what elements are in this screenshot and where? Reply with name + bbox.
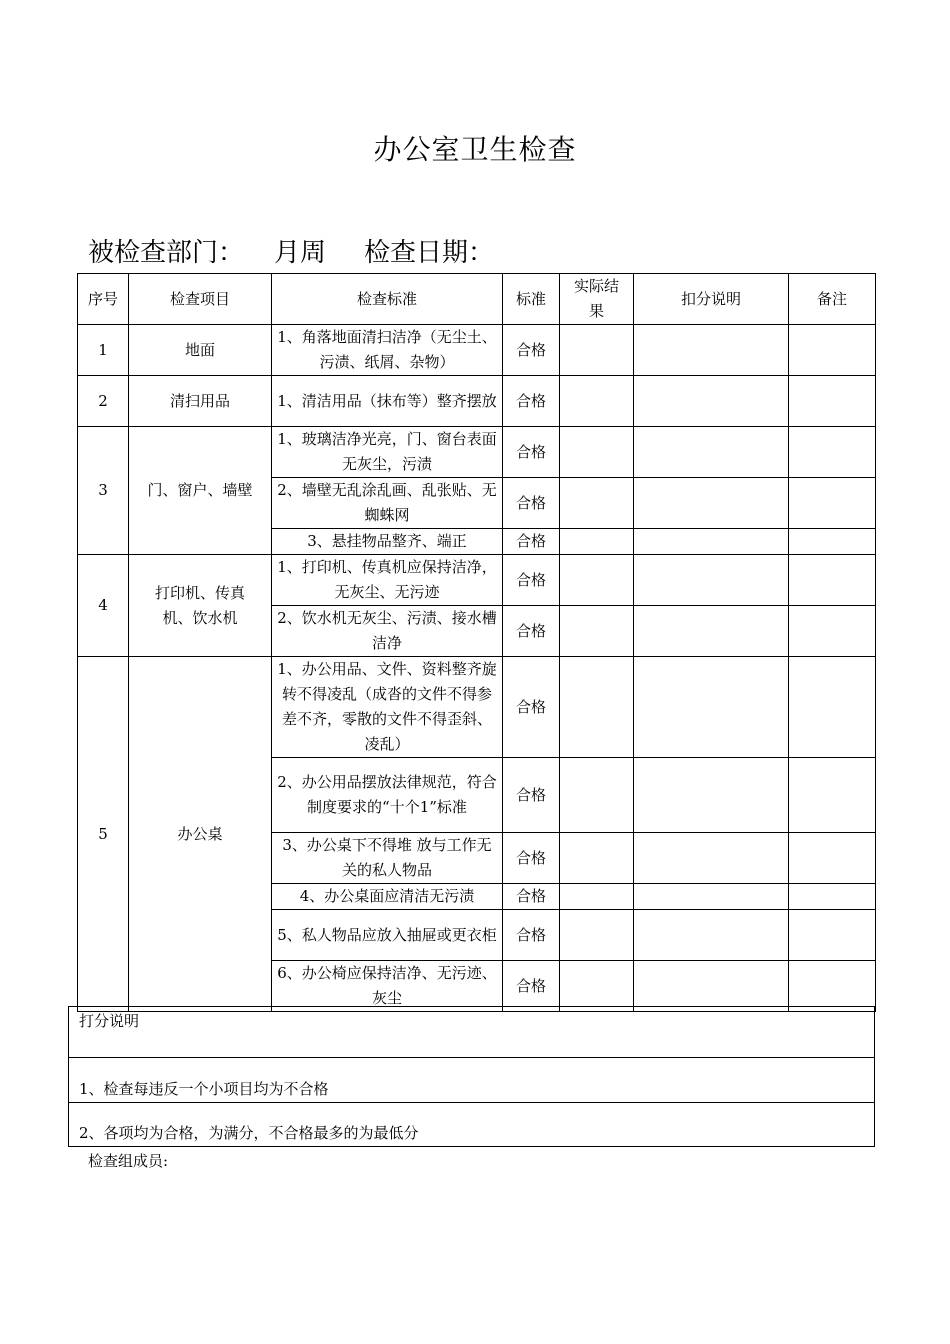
standard-text: 6、办公椅应保持洁净、无污迹、灰尘	[272, 961, 503, 1012]
standard-text: 1、打印机、传真机应保持洁净，无灰尘、无污迹	[272, 555, 503, 606]
standard-result: 合格	[503, 555, 560, 606]
deduction-cell[interactable]	[634, 657, 789, 758]
actual-result-cell[interactable]	[560, 833, 634, 884]
remark-cell[interactable]	[789, 427, 876, 478]
standard-text: 4、办公桌面应清洁无污渍	[272, 884, 503, 910]
scoring-notes-table	[68, 1006, 875, 1147]
table-row	[78, 427, 876, 478]
standard-result: 合格	[503, 325, 560, 376]
actual-result-cell[interactable]	[560, 325, 634, 376]
remark-cell[interactable]	[789, 833, 876, 884]
table-header-row	[78, 274, 876, 325]
remark-cell[interactable]	[789, 884, 876, 910]
inspection-members-label: 检查组成员:	[88, 1152, 169, 1170]
standard-text: 3、办公桌下不得堆 放与工作无关的私人物品	[272, 833, 503, 884]
column-header: 检查项目	[129, 274, 272, 325]
deduction-cell[interactable]	[634, 961, 789, 1012]
deduction-cell[interactable]	[634, 325, 789, 376]
column-header: 实际结果	[560, 274, 634, 325]
item-name: 办公桌	[129, 657, 272, 1012]
deduction-cell[interactable]	[634, 758, 789, 833]
deduction-cell[interactable]	[634, 910, 789, 961]
standard-text: 2、墙壁无乱涂乱画、乱张贴、无蜘蛛网	[272, 478, 503, 529]
column-header: 检查标准	[272, 274, 503, 325]
notes-line: 1、检查每违反一个小项目均为不合格	[69, 1058, 875, 1103]
standard-text: 2、饮水机无灰尘、污渍、接水槽洁净	[272, 606, 503, 657]
standard-result: 合格	[503, 478, 560, 529]
week-label: 月周	[274, 238, 327, 268]
deduction-cell[interactable]	[634, 529, 789, 555]
standard-result: 合格	[503, 529, 560, 555]
remark-cell[interactable]	[789, 758, 876, 833]
standard-result: 合格	[503, 833, 560, 884]
actual-result-cell[interactable]	[560, 910, 634, 961]
item-number: 2	[78, 376, 129, 427]
page-title: 办公室卫生检查	[373, 133, 577, 166]
remark-cell[interactable]	[789, 555, 876, 606]
column-header: 备注	[789, 274, 876, 325]
item-name: 地面	[129, 325, 272, 376]
actual-result-cell[interactable]	[560, 606, 634, 657]
column-header: 扣分说明	[634, 274, 789, 325]
standard-result: 合格	[503, 427, 560, 478]
deduction-cell[interactable]	[634, 884, 789, 910]
standard-result: 合格	[503, 376, 560, 427]
header-line	[88, 232, 494, 269]
inspection-table	[77, 273, 876, 1012]
actual-result-cell[interactable]	[560, 961, 634, 1012]
remark-cell[interactable]	[789, 478, 876, 529]
department-label: 被检查部门：	[88, 238, 245, 268]
deduction-cell[interactable]	[634, 478, 789, 529]
standard-text: 5、私人物品应放入抽屉或更衣柜	[272, 910, 503, 961]
actual-result-cell[interactable]	[560, 657, 634, 758]
standard-text: 1、办公用品、文件、资料整齐旋转不得凌乱（成沓的文件不得参差不齐，零散的文件不得歪斜、凌乱）	[272, 657, 503, 758]
standard-result: 合格	[503, 961, 560, 1012]
deduction-cell[interactable]	[634, 833, 789, 884]
item-name: 打印机、传真机、饮水机	[129, 555, 272, 657]
standard-result: 合格	[503, 910, 560, 961]
deduction-cell[interactable]	[634, 427, 789, 478]
actual-result-cell[interactable]	[560, 529, 634, 555]
actual-result-cell[interactable]	[560, 884, 634, 910]
table-row	[78, 325, 876, 376]
remark-cell[interactable]	[789, 657, 876, 758]
standard-result: 合格	[503, 758, 560, 833]
standard-result: 合格	[503, 606, 560, 657]
column-header: 序号	[78, 274, 129, 325]
standard-text: 2、办公用品摆放法律规范，符合制度要求的“十个1”标准	[272, 758, 503, 833]
date-label: 检查日期：	[364, 238, 495, 268]
table-row	[78, 376, 876, 427]
actual-result-cell[interactable]	[560, 427, 634, 478]
notes-line: 2、各项均为合格，为满分，不合格最多的为最低分	[69, 1103, 875, 1147]
remark-cell[interactable]	[789, 325, 876, 376]
standard-text: 1、清洁用品（抹布等）整齐摆放	[272, 376, 503, 427]
item-name: 门、窗户、墙壁	[129, 427, 272, 555]
table-row	[78, 657, 876, 758]
item-name: 清扫用品	[129, 376, 272, 427]
notes-heading: 打分说明	[69, 1007, 875, 1058]
remark-cell[interactable]	[789, 606, 876, 657]
standard-result: 合格	[503, 657, 560, 758]
standard-result: 合格	[503, 884, 560, 910]
standard-text: 3、悬挂物品整齐、端正	[272, 529, 503, 555]
remark-cell[interactable]	[789, 910, 876, 961]
remark-cell[interactable]	[789, 376, 876, 427]
actual-result-cell[interactable]	[560, 555, 634, 606]
actual-result-cell[interactable]	[560, 758, 634, 833]
deduction-cell[interactable]	[634, 606, 789, 657]
actual-result-cell[interactable]	[560, 376, 634, 427]
item-number: 4	[78, 555, 129, 657]
standard-text: 1、玻璃洁净光亮，门、窗台表面无灰尘，污渍	[272, 427, 503, 478]
item-number: 5	[78, 657, 129, 1012]
column-header: 标准	[503, 274, 560, 325]
deduction-cell[interactable]	[634, 555, 789, 606]
actual-result-cell[interactable]	[560, 478, 634, 529]
item-number: 3	[78, 427, 129, 555]
remark-cell[interactable]	[789, 529, 876, 555]
deduction-cell[interactable]	[634, 376, 789, 427]
standard-text: 1、角落地面清扫洁净（无尘土、污渍、纸屑、杂物）	[272, 325, 503, 376]
remark-cell[interactable]	[789, 961, 876, 1012]
item-number: 1	[78, 325, 129, 376]
table-row	[78, 555, 876, 606]
